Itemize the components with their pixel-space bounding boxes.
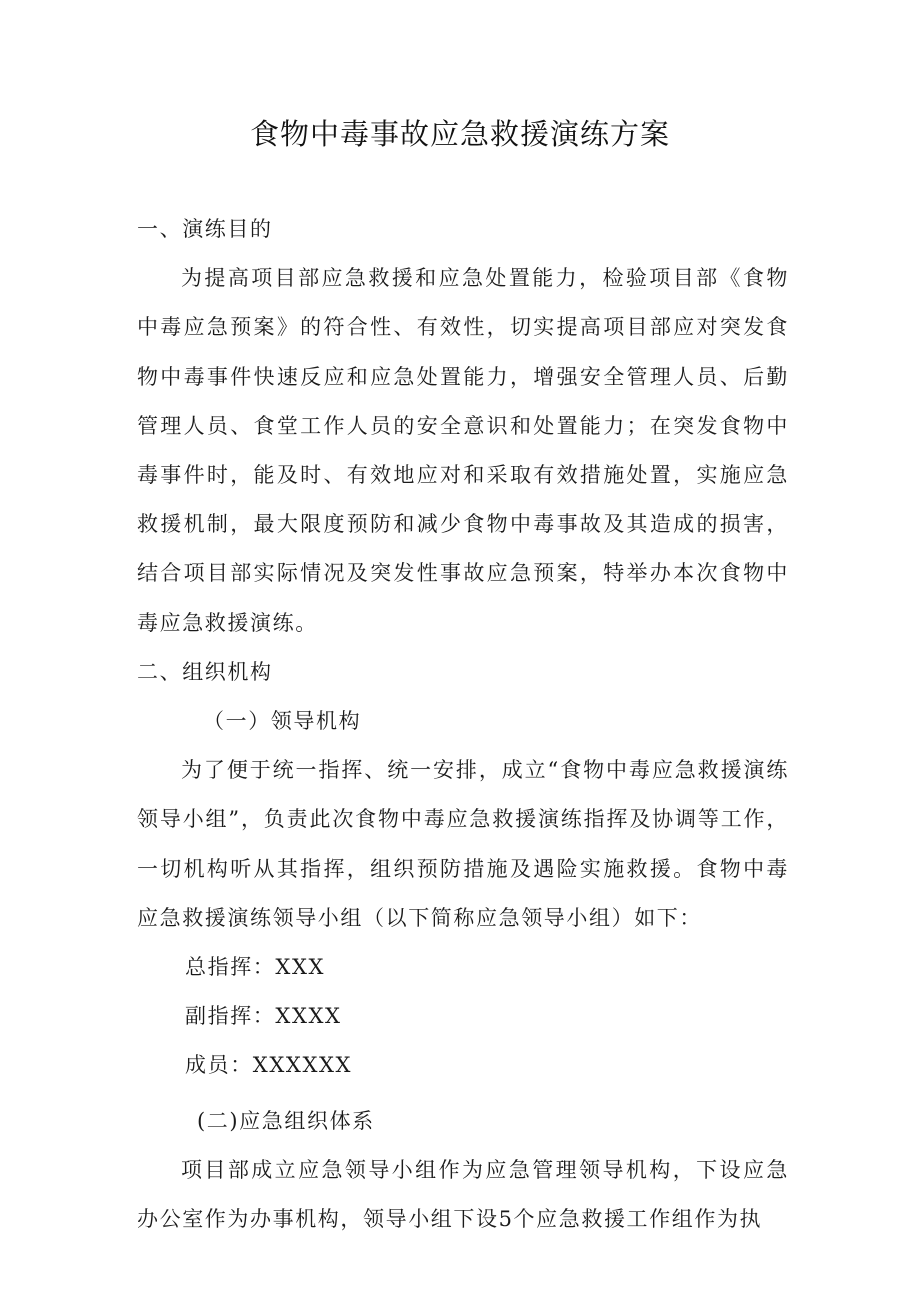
paragraph: 为提高项目部应急救援和应急处置能力，检验项目部《食物中毒应急预案》的符合性、有效性，切实提高项目部应对突发食物中毒事件快速反应和应急处置能力，增强安全管理人员、后勤管理人员、食堂工作人员的安全意识和处置能力；在突发食物中毒事件时，能及时、有效地应对和采取有效措施处置，实施应急救援机制，最大限度预防和减少食物中毒事故及其造成的损害，结合项目部实际情况及突发性事故应急预案，特举办本次食物中毒应急救援演练。: [137, 266, 789, 635]
section-heading: 二、组织机构: [137, 659, 273, 684]
document-body: [137, 205, 789, 1244]
subsection-heading: （一）领导机构: [203, 709, 362, 734]
subsection-heading: (二)应急组织体系: [197, 1108, 375, 1133]
paragraph: 项目部成立应急领导小组作为应急管理领导机构，下设应急办公室作为办事机构，领导小组下设5个应急救援工作组作为执: [137, 1157, 789, 1232]
paragraph: 为了便于统一指挥、统一安排，成立“食物中毒应急救援演练领导小组”，负责此次食物中毒应急救援演练指挥及协调等工作，一切机构听从其指挥，组织预防措施及遇险实施救援。食物中毒应急救援演练领导小组（以下简称应急领导小组）如下：: [137, 758, 789, 930]
list-item: 总指挥：XXX: [185, 955, 326, 980]
list-item: 成员：XXXXXX: [185, 1053, 353, 1078]
list-item: 副指挥：XXXX: [185, 1004, 342, 1029]
section-heading: 一、演练目的: [137, 217, 273, 241]
document-title: 食物中毒事故应急救援演练方案: [249, 117, 670, 151]
